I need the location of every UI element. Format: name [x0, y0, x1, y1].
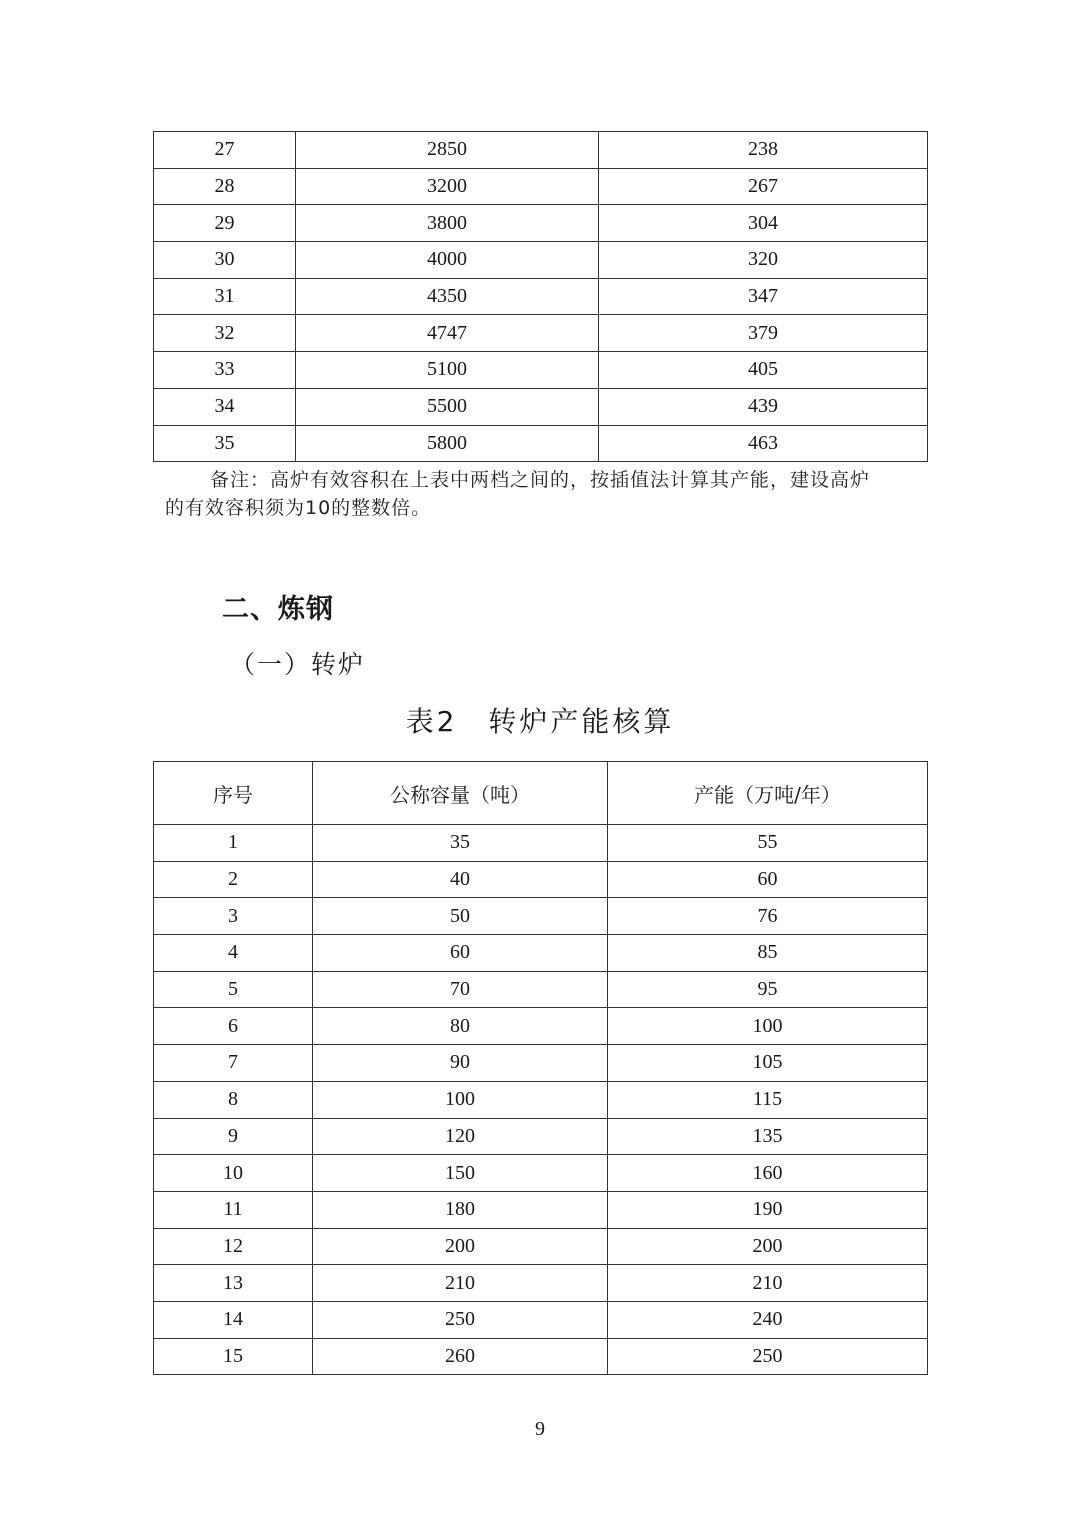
output-cell: 135	[608, 1118, 928, 1155]
table1-note	[165, 466, 925, 522]
table-row	[154, 315, 928, 352]
section-heading: 二、炼钢	[222, 594, 334, 625]
index-cell: 31	[154, 278, 296, 315]
index-cell: 6	[154, 1008, 313, 1045]
capacity-cell: 100	[313, 1081, 608, 1118]
output-cell: 439	[599, 388, 928, 425]
output-cell: 60	[608, 861, 928, 898]
index-cell: 8	[154, 1081, 313, 1118]
output-cell: 379	[599, 315, 928, 352]
capacity-cell: 70	[313, 971, 608, 1008]
capacity-cell: 60	[313, 935, 608, 972]
index-cell: 35	[154, 425, 296, 462]
table-row	[154, 1045, 928, 1082]
output-cell: 105	[608, 1045, 928, 1082]
table-row	[154, 168, 928, 205]
index-cell: 3	[154, 898, 313, 935]
table-row	[154, 1118, 928, 1155]
index-cell: 12	[154, 1228, 313, 1265]
table-row	[154, 1155, 928, 1192]
output-cell: 347	[599, 278, 928, 315]
capacity-cell: 200	[313, 1228, 608, 1265]
index-cell: 13	[154, 1265, 313, 1302]
output-cell: 210	[608, 1265, 928, 1302]
table-row	[154, 388, 928, 425]
note-line-1: 备注：高炉有效容积在上表中两档之间的，按插值法计算其产能，建设高炉	[210, 469, 871, 491]
header-index: 序号	[154, 762, 313, 825]
index-cell: 1	[154, 825, 313, 862]
output-cell: 95	[608, 971, 928, 1008]
index-cell: 15	[154, 1338, 313, 1375]
output-cell: 190	[608, 1191, 928, 1228]
output-cell: 238	[599, 132, 928, 169]
capacity-cell: 120	[313, 1118, 608, 1155]
table-row	[154, 352, 928, 389]
output-cell: 160	[608, 1155, 928, 1192]
table2-header-row	[154, 762, 928, 825]
table-row	[154, 425, 928, 462]
index-cell: 32	[154, 315, 296, 352]
table-row	[154, 1338, 928, 1375]
index-cell: 30	[154, 242, 296, 279]
output-cell: 463	[599, 425, 928, 462]
sub-heading: （一）转炉	[230, 650, 366, 679]
table-row	[154, 825, 928, 862]
table-row	[154, 1301, 928, 1338]
index-cell: 5	[154, 971, 313, 1008]
capacity-cell: 3200	[296, 168, 599, 205]
output-cell: 267	[599, 168, 928, 205]
blast-furnace-capacity-table-continued	[153, 131, 928, 462]
capacity-cell: 4000	[296, 242, 599, 279]
table-row	[154, 971, 928, 1008]
table2-title: 表2 转炉产能核算	[405, 705, 675, 738]
converter-capacity-table	[153, 761, 928, 1375]
table-row	[154, 1265, 928, 1302]
capacity-cell: 80	[313, 1008, 608, 1045]
table-row	[154, 278, 928, 315]
capacity-cell: 4747	[296, 315, 599, 352]
capacity-cell: 210	[313, 1265, 608, 1302]
capacity-cell: 180	[313, 1191, 608, 1228]
table-row	[154, 205, 928, 242]
output-cell: 85	[608, 935, 928, 972]
capacity-cell: 3800	[296, 205, 599, 242]
table2-body	[154, 825, 928, 1375]
capacity-cell: 50	[313, 898, 608, 935]
index-cell: 4	[154, 935, 313, 972]
page-number: 9	[535, 1418, 545, 1440]
capacity-cell: 40	[313, 861, 608, 898]
index-cell: 9	[154, 1118, 313, 1155]
output-cell: 200	[608, 1228, 928, 1265]
table-row	[154, 132, 928, 169]
index-cell: 33	[154, 352, 296, 389]
index-cell: 29	[154, 205, 296, 242]
table-row	[154, 1008, 928, 1045]
capacity-cell: 2850	[296, 132, 599, 169]
capacity-cell: 250	[313, 1301, 608, 1338]
capacity-cell: 35	[313, 825, 608, 862]
capacity-cell: 5100	[296, 352, 599, 389]
table-row	[154, 1191, 928, 1228]
index-cell: 34	[154, 388, 296, 425]
index-cell: 2	[154, 861, 313, 898]
index-cell: 14	[154, 1301, 313, 1338]
table-row	[154, 861, 928, 898]
output-cell: 304	[599, 205, 928, 242]
note-line-2: 的有效容积须为10的整数倍。	[165, 497, 432, 519]
output-cell: 320	[599, 242, 928, 279]
capacity-cell: 260	[313, 1338, 608, 1375]
index-cell: 27	[154, 132, 296, 169]
index-cell: 11	[154, 1191, 313, 1228]
table-row	[154, 242, 928, 279]
capacity-cell: 150	[313, 1155, 608, 1192]
table1-body	[154, 132, 928, 462]
table-row	[154, 1228, 928, 1265]
output-cell: 100	[608, 1008, 928, 1045]
output-cell: 115	[608, 1081, 928, 1118]
output-cell: 55	[608, 825, 928, 862]
output-cell: 76	[608, 898, 928, 935]
capacity-cell: 5500	[296, 388, 599, 425]
index-cell: 10	[154, 1155, 313, 1192]
index-cell: 7	[154, 1045, 313, 1082]
table-row	[154, 935, 928, 972]
capacity-cell: 5800	[296, 425, 599, 462]
capacity-cell: 90	[313, 1045, 608, 1082]
capacity-cell: 4350	[296, 278, 599, 315]
table-row	[154, 1081, 928, 1118]
index-cell: 28	[154, 168, 296, 205]
table-row	[154, 898, 928, 935]
output-cell: 405	[599, 352, 928, 389]
header-production-capacity: 产能（万吨/年）	[608, 762, 928, 825]
header-nominal-capacity: 公称容量（吨）	[313, 762, 608, 825]
output-cell: 250	[608, 1338, 928, 1375]
output-cell: 240	[608, 1301, 928, 1338]
